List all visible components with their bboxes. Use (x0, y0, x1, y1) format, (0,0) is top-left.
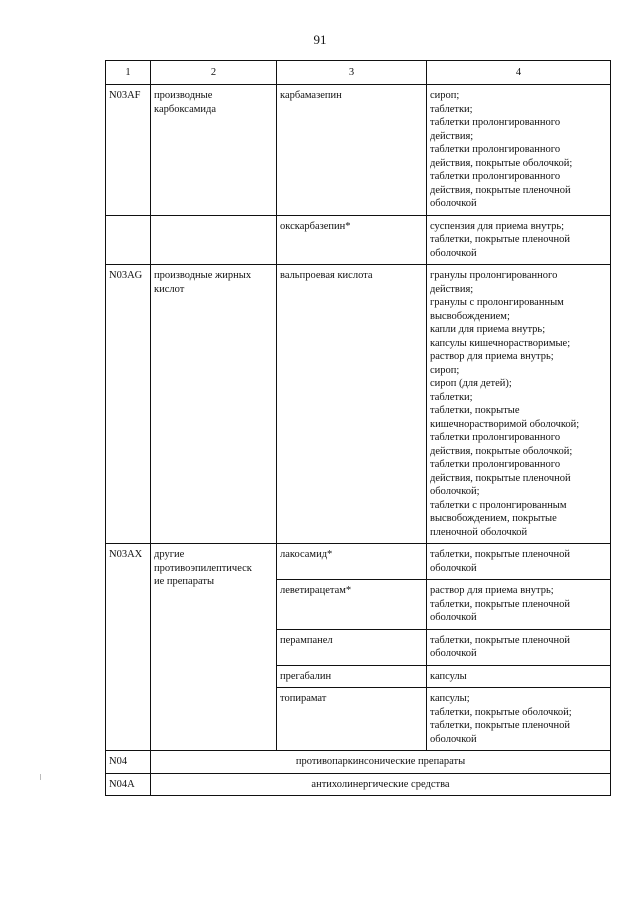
dosage-form-line: таблетки, покрытые пленочной (430, 720, 571, 731)
drug-classification-table (105, 60, 611, 796)
atc-group-line: противоэпилептическ (154, 562, 252, 574)
drug-name: окскарбазепин* (277, 215, 427, 265)
dosage-form-line: таблетки; (430, 391, 473, 403)
dosage-form-line: действия, покрытые пленочной (430, 472, 571, 484)
dosage-form-line: таблетки пролонгированного (430, 171, 561, 182)
dosage-form-line: оболочкой (430, 612, 477, 623)
drug-name: перампанел (277, 629, 427, 665)
dosage-forms (427, 665, 611, 688)
dosage-form-line: высвобождением; (430, 310, 510, 322)
dosage-form-line: оболочкой (430, 247, 477, 259)
atc-group: производные карбоксамида (151, 85, 277, 216)
dosage-form-line: оболочкой; (430, 486, 480, 497)
dosage-form-line: капсулы; (430, 693, 470, 704)
dosage-form-line: оболочкой (430, 733, 477, 745)
header-row (106, 61, 611, 85)
dosage-form-line: действия; (430, 130, 474, 142)
dosage-form-line: таблетки, покрытые (430, 405, 520, 416)
dosage-form-line: таблетки; (430, 103, 473, 115)
atc-group (151, 544, 277, 751)
column-header: 3 (277, 61, 427, 85)
dosage-form-line: капсулы кишечнорастворимые; (430, 337, 571, 349)
dosage-forms (427, 215, 611, 265)
atc-code: N03AF (106, 85, 151, 216)
dosage-form-line: таблетки пролонгированного (430, 432, 561, 443)
dosage-form-line: гранулы пролонгированного (430, 270, 558, 281)
column-header: 2 (151, 61, 277, 85)
section-row (106, 751, 611, 774)
dosage-form-line: таблетки пролонгированного (430, 144, 561, 155)
dosage-form-line: сироп; (430, 364, 460, 376)
dosage-form-line: раствор для приема внутрь; (430, 585, 554, 596)
drug-name: вальпроевая кислота (277, 265, 427, 544)
dosage-form-line: таблетки, покрытые пленочной (430, 634, 571, 646)
dosage-form-line: таблетки, покрытые пленочной (430, 234, 571, 245)
dosage-form-line: оболочкой (430, 648, 477, 659)
dosage-form-line: сироп (для детей); (430, 378, 512, 389)
dosage-form-line: действия; (430, 283, 474, 295)
dosage-form-line: таблетки, покрытые пленочной (430, 549, 571, 560)
atc-group (151, 215, 277, 265)
drug-name: лакосамид* (277, 544, 427, 580)
dosage-form-line: таблетки с пролонгированным (430, 499, 567, 511)
dosage-form-line: кишечнорастворимой оболочкой; (430, 418, 580, 430)
atc-code (106, 215, 151, 265)
drug-name: топирамат (277, 688, 427, 751)
dosage-form-line: действия, покрытые пленочной (430, 184, 571, 196)
dosage-form-line: таблетки, покрытые оболочкой; (430, 706, 572, 718)
drug-name: карбамазепин (277, 85, 427, 216)
section-title: антихолинергические средства (151, 773, 611, 796)
atc-code: N03AX (106, 544, 151, 751)
table-row (106, 85, 611, 216)
dosage-form-line: суспензия для приема внутрь; (430, 220, 565, 232)
dosage-form-line: действия, покрытые оболочкой; (430, 445, 573, 457)
dosage-form-line: капсулы (430, 670, 467, 682)
page-number: 91 (313, 32, 327, 47)
dosage-forms (427, 580, 611, 630)
dosage-form-line: оболочкой (430, 562, 477, 574)
dosage-form-line: пленочной оболочкой (430, 526, 528, 538)
section-title: противопаркинсонические препараты (151, 751, 611, 774)
dosage-form-line: действия, покрытые оболочкой; (430, 157, 573, 169)
table-row (106, 265, 611, 544)
dosage-form-line: раствор для приема внутрь; (430, 351, 554, 362)
table-row (106, 215, 611, 265)
column-header: 1 (106, 61, 151, 85)
atc-group-line: ие препараты (154, 576, 214, 587)
atc-group-line: другие (154, 549, 185, 560)
dosage-form-line: высвобождением, покрытые (430, 513, 557, 524)
table-row (106, 544, 611, 580)
dosage-form-line: таблетки, покрытые пленочной (430, 598, 571, 610)
column-header: 4 (427, 61, 611, 85)
dosage-form-line: оболочкой (430, 198, 477, 209)
dosage-form-line: гранулы с пролонгированным (430, 297, 564, 308)
dosage-form-line: капли для приема внутрь; (430, 324, 546, 335)
atc-group: производные жирных кислот (151, 265, 277, 544)
dosage-forms (427, 544, 611, 580)
drug-name: леветирацетам* (277, 580, 427, 630)
drug-name: прегабалин (277, 665, 427, 688)
section-row (106, 773, 611, 796)
dosage-form-line: таблетки пролонгированного (430, 459, 561, 470)
dosage-form-line: сироп; (430, 90, 460, 101)
dosage-forms (427, 688, 611, 751)
dosage-forms (427, 629, 611, 665)
atc-code: N04A (106, 773, 151, 796)
atc-code: N04 (106, 751, 151, 774)
atc-code: N03AG (106, 265, 151, 544)
scan-mark (40, 774, 41, 780)
dosage-forms (427, 265, 611, 544)
dosage-form-line: таблетки пролонгированного (430, 117, 561, 128)
dosage-forms (427, 85, 611, 216)
